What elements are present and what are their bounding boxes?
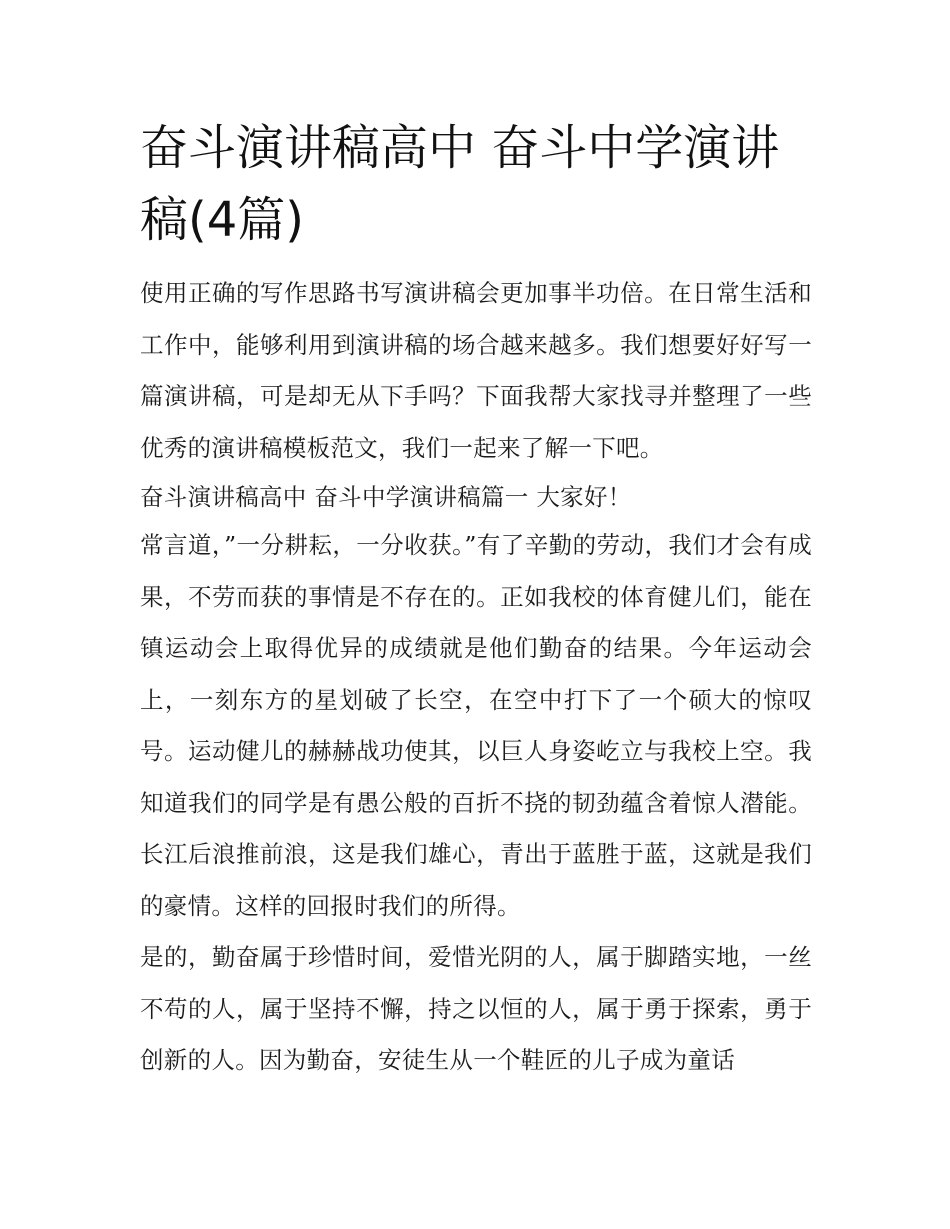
intro-paragraph: 使用正确的写作思路书写演讲稿会更加事半功倍。在日常生活和工作中，能够利用到演讲稿的场合越来越多。我们想要好好写一篇演讲稿，可是却无从下手吗？下面我帮大家找寻并整理了一些优秀的演讲稿模板范文，我们一起来了解一下吧。 — [140, 279, 812, 462]
document-page — [140, 0, 812, 1087]
section-heading-paragraph: 奋斗演讲稿高中 奋斗中学演讲稿篇一 大家好！ — [140, 483, 632, 511]
body-paragraph: 常言道，”一分耕耘，一分收获。”有了辛勤的劳动，我们才会有成果，不劳而获的事情是不存在的。正如我校的体育健儿们，能在镇运动会上取得优异的成绩就是他们勤奋的结果。今年运动会上，一刻东方的星划破了长空，在空中打下了一个硕大的惊叹号。运动健儿的赫赫战功使其，以巨人身姿屹立与我校上空。我知道我们的同学是有愚公般的百折不挠的韧劲蕴含着惊人潜能。长江后浪推前浪，这是我们雄心，青出于蓝胜于蓝，这就是我们的豪情。这样的回报时我们的所得。 — [140, 531, 812, 920]
body-paragraph: 是的，勤奋属于珍惜时间，爱惜光阴的人，属于脚踏实地，一丝不苟的人，属于坚持不懈，持之以恒的人，属于勇于探索，勇于创新的人。因为勤奋，安徒生从一个鞋匠的儿子成为童话 — [140, 943, 812, 1074]
document-title: 奋斗演讲稿高中 奋斗中学演讲稿(4篇) — [140, 120, 780, 248]
document-body — [140, 268, 812, 1087]
